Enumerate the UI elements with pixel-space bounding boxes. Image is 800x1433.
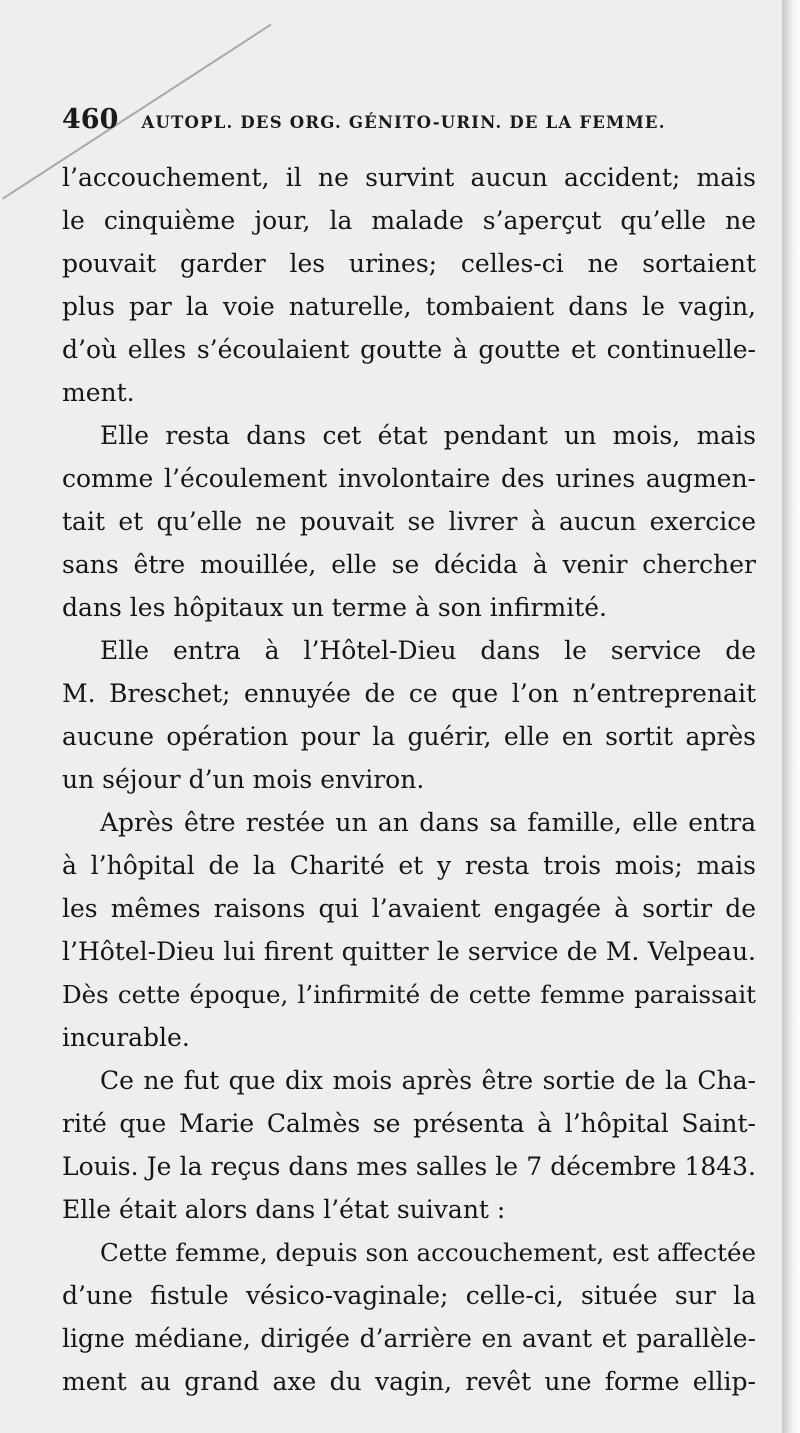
paragraph-4 bbox=[62, 801, 756, 1059]
text-line: aucune opération pour la guérir, elle en sortit après bbox=[62, 722, 756, 751]
page-number: 460 bbox=[62, 104, 119, 135]
text-line: l’accouchement, il ne survint aucun accident; mais bbox=[62, 163, 756, 192]
text-line: comme l’écoulement involontaire des urines augmen- bbox=[62, 464, 756, 493]
text-line: ment. bbox=[62, 378, 135, 407]
paragraph-3 bbox=[62, 629, 756, 801]
paragraph-5 bbox=[62, 1059, 756, 1231]
text-line: sans être mouillée, elle se décida à venir chercher bbox=[62, 550, 756, 579]
text-line: le cinquième jour, la malade s’aperçut qu’elle ne bbox=[62, 206, 756, 235]
paragraph-1 bbox=[62, 156, 756, 414]
running-title: AUTOPL. DES ORG. GÉNITO-URIN. DE LA FEMME. bbox=[141, 113, 666, 132]
paragraph-6 bbox=[62, 1231, 756, 1403]
text-line: tait et qu’elle ne pouvait se livrer à aucun exercice bbox=[62, 507, 756, 536]
text-line: un séjour d’un mois environ. bbox=[62, 765, 425, 794]
text-line: incurable. bbox=[62, 1023, 190, 1052]
text-line: Elle resta dans cet état pendant un mois, mais bbox=[100, 421, 756, 450]
body-text bbox=[62, 156, 756, 1403]
paragraph-2 bbox=[62, 414, 756, 629]
text-line: d’une fistule vésico-vaginale; celle-ci, située sur la bbox=[62, 1281, 756, 1310]
text-line: Louis. Je la reçus dans mes salles le 7 décembre 1843. bbox=[62, 1152, 756, 1181]
text-line: d’où elles s’écoulaient goutte à goutte et continuelle- bbox=[62, 335, 756, 364]
text-line: pouvait garder les urines; celles-ci ne sortaient bbox=[62, 249, 756, 278]
text-line: Après être restée un an dans sa famille, elle entra bbox=[100, 808, 756, 837]
text-line: à l’hôpital de la Charité et y resta trois mois; mais bbox=[62, 851, 756, 880]
text-line: l’Hôtel-Dieu lui firent quitter le service de M. Velpeau. bbox=[62, 937, 756, 966]
text-line: ligne médiane, dirigée d’arrière en avant et parallèle- bbox=[62, 1324, 756, 1353]
text-line: Elle était alors dans l’état suivant : bbox=[62, 1195, 506, 1224]
text-line: Elle entra à l’Hôtel-Dieu dans le service de bbox=[100, 636, 756, 665]
text-line: Dès cette époque, l’infirmité de cette femme paraissait bbox=[62, 980, 756, 1009]
text-line: plus par la voie naturelle, tombaient dans le vagin, bbox=[62, 292, 756, 321]
page-edge-shadow bbox=[782, 0, 800, 1433]
text-line: ment au grand axe du vagin, revêt une forme ellip- bbox=[62, 1367, 756, 1396]
text-line: dans les hôpitaux un terme à son infirmité. bbox=[62, 593, 607, 622]
text-line: rité que Marie Calmès se présenta à l’hôpital Saint- bbox=[62, 1109, 756, 1138]
text-line: Ce ne fut que dix mois après être sortie de la Cha- bbox=[100, 1066, 756, 1095]
running-header bbox=[62, 104, 702, 135]
text-line: Cette femme, depuis son accouchement, est affectée bbox=[100, 1238, 756, 1267]
text-line: M. Breschet; ennuyée de ce que l’on n’entreprenait bbox=[62, 679, 756, 708]
text-line: les mêmes raisons qui l’avaient engagée à sortir de bbox=[62, 894, 756, 923]
